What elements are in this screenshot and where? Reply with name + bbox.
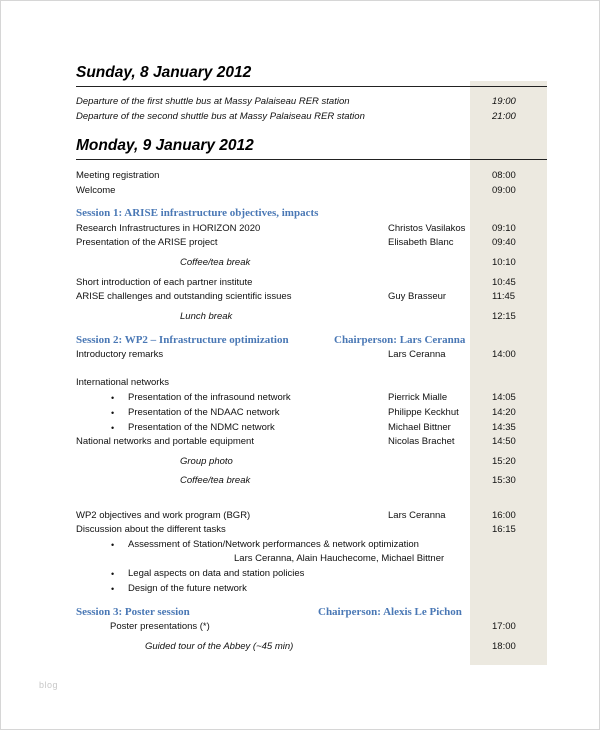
sunday-row-2-label: Departure of the second shuttle bus at Massy Palaiseau RER station [76,111,365,122]
session-2-title: Session 2: WP2 – Infrastructure optimization [76,334,289,346]
sunday-row-1-label: Departure of the first shuttle bus at Massy Palaiseau RER station [76,96,350,107]
guided-tour-label: Guided tour of the Abbey (~45 min) [145,641,294,652]
wp2-objectives-time: 16:00 [492,510,516,521]
discussion-label: Discussion about the different tasks [76,524,226,535]
session-1-item-2-label: Presentation of the ARISE project [76,237,218,248]
wp2-objectives-label: WP2 objectives and work program (BGR) [76,510,251,521]
welcome-time: 09:00 [492,185,516,196]
bullet-icon: • [111,540,115,550]
monday-heading: Monday, 9 January 2012 [76,137,254,154]
monday-divider [76,159,547,160]
bullet-icon: • [111,584,115,594]
network-1-time: 14:05 [492,392,516,403]
time-column-background [470,81,547,665]
session-1-item-2-speaker: Elisabeth Blanc [388,237,454,248]
intro-remarks-speaker: Lars Ceranna [388,349,446,360]
network-2-time: 14:20 [492,407,516,418]
session-1-title: Session 1: ARISE infrastructure objectives, impacts [76,207,319,219]
sunday-row-2-time: 21:00 [492,111,516,122]
national-networks-label: National networks and portable equipment [76,436,254,447]
session-3-chair: Chairperson: Alexis Le Pichon [318,606,462,618]
bullet-icon: • [111,569,115,579]
poster-presentations-label: Poster presentations (*) [110,621,210,632]
session-1-item-4-speaker: Guy Brasseur [388,291,447,302]
session-1-item-4-label: ARISE challenges and outstanding scientific issues [76,291,292,302]
intro-remarks-time: 14:00 [492,349,516,360]
network-3-speaker: Michael Bittner [388,422,451,433]
network-2-speaker: Philippe Keckhut [388,407,459,418]
session-1-item-1-label: Research Infrastructures in HORIZON 2020 [76,223,261,234]
session-1-coffee-time: 10:10 [492,257,516,268]
network-3-time: 14:35 [492,422,516,433]
wp2-objectives-speaker: Lars Ceranna [388,510,446,521]
sunday-divider [76,86,547,87]
poster-presentations-time: 17:00 [492,621,516,632]
sunday-heading: Sunday, 8 January 2012 [76,64,252,81]
session-2-chair: Chairperson: Lars Ceranna [334,334,466,346]
session-1-item-4-time: 11:45 [492,291,516,302]
discussion-time: 16:15 [492,524,516,535]
discussion-bullet-2: Legal aspects on data and station policies [128,568,305,579]
discussion-bullet-1: Assessment of Station/Network performances & network optimization [128,539,419,550]
session-3-title: Session 3: Poster session [76,606,190,618]
national-networks-time: 14:50 [492,436,516,447]
watermark-text: blog [39,680,59,690]
discussion-bullet-3: Design of the future network [128,583,247,594]
registration-time: 08:00 [492,170,516,181]
national-networks-speaker: Nicolas Brachet [388,436,455,447]
registration-label: Meeting registration [76,170,160,181]
network-3-label: Presentation of the NDMC network [128,422,275,433]
intro-remarks-label: Introductory remarks [76,349,164,360]
network-1-label: Presentation of the infrasound network [128,392,291,403]
bullet-icon: • [111,423,115,433]
lunch-label: Lunch break [180,311,233,322]
sunday-row-1-time: 19:00 [492,96,516,107]
session-1-item-3-time: 10:45 [492,277,516,288]
international-networks-label: International networks [76,377,169,388]
session-2-coffee-label: Coffee/tea break [180,475,251,486]
bullet-icon: • [111,408,115,418]
discussion-speakers: Lars Ceranna, Alain Hauchecome, Michael Bittner [234,553,445,564]
group-photo-label: Group photo [180,456,233,467]
session-1-coffee-label: Coffee/tea break [180,257,251,268]
session-1-item-3-label: Short introduction of each partner institute [76,277,253,288]
bullet-icon: • [111,393,115,403]
session-1-item-1-time: 09:10 [492,223,516,234]
session-1-item-1-speaker: Christos Vasilakos [388,223,466,234]
network-1-speaker: Pierrick Mialle [388,392,448,403]
guided-tour-time: 18:00 [492,641,516,652]
lunch-time: 12:15 [492,311,516,322]
welcome-label: Welcome [76,185,116,196]
group-photo-time: 15:20 [492,456,516,467]
network-2-label: Presentation of the NDAAC network [128,407,280,418]
session-2-coffee-time: 15:30 [492,475,516,486]
session-1-item-2-time: 09:40 [492,237,516,248]
